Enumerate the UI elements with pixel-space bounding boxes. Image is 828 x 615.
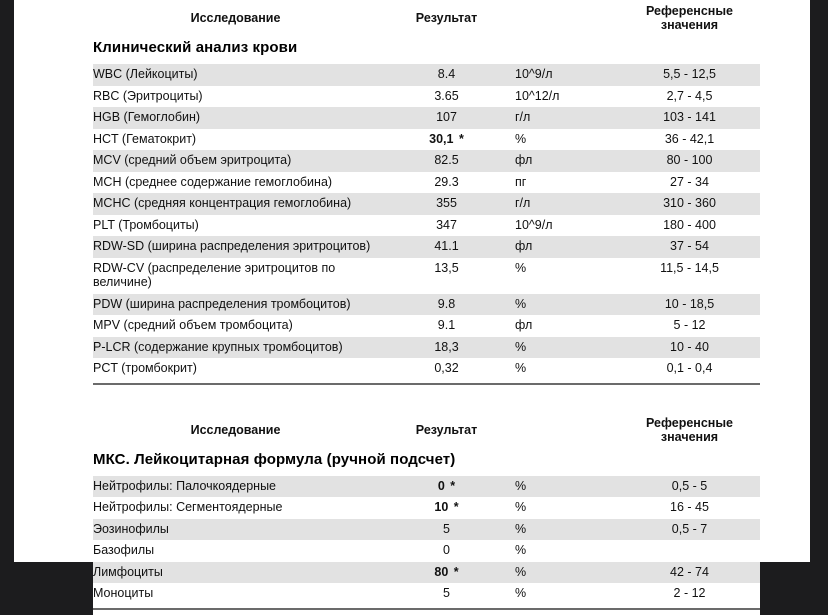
result-unit: %	[515, 497, 619, 519]
reference-range: 36 - 42,1	[619, 129, 760, 151]
reference-range: 16 - 45	[619, 497, 760, 519]
column-header-result: Результат	[378, 412, 515, 449]
analyte-name: P-LCR (содержание крупных тромбоцитов)	[93, 337, 378, 359]
analyte-name: Нейтрофилы: Палочкоядерные	[93, 476, 378, 498]
result-unit: г/л	[515, 193, 619, 215]
reference-range: 310 - 360	[619, 193, 760, 215]
analyte-name: PCT (тромбокрит)	[93, 358, 378, 380]
reference-range: 0,1 - 0,4	[619, 358, 760, 380]
result-unit: %	[515, 519, 619, 541]
result-value-abnormal: 0 *	[378, 476, 515, 498]
report-sections	[93, 0, 760, 615]
result-unit: 10^9/л	[515, 64, 619, 86]
table-row	[93, 358, 760, 380]
report-content	[93, 0, 760, 615]
reference-range	[619, 540, 760, 562]
result-unit: %	[515, 258, 619, 294]
column-header-name: Исследование	[93, 412, 378, 449]
reference-range: 27 - 34	[619, 172, 760, 194]
table-row	[93, 562, 760, 584]
table-bottom-rule	[93, 605, 760, 615]
result-unit: %	[515, 583, 619, 605]
table-header-row	[93, 0, 760, 37]
table-row	[93, 337, 760, 359]
result-unit: фл	[515, 236, 619, 258]
lab-report-page	[14, 0, 810, 600]
analyte-name: PLT (Тромбоциты)	[93, 215, 378, 237]
section-title: МКС. Лейкоцитарная формула (ручной подсчет)	[93, 450, 456, 468]
table-row	[93, 294, 760, 316]
result-value-abnormal: 80 *	[378, 562, 515, 584]
result-unit: фл	[515, 150, 619, 172]
reference-range: 0,5 - 5	[619, 476, 760, 498]
reference-range: 37 - 54	[619, 236, 760, 258]
analyte-name: Базофилы	[93, 540, 378, 562]
analyte-name: MPV (средний объем тромбоцита)	[93, 315, 378, 337]
table-row	[93, 215, 760, 237]
result-value: 9.8	[378, 294, 515, 316]
section-title: Клинический анализ крови	[93, 39, 298, 56]
analyte-name: Эозинофилы	[93, 519, 378, 541]
result-value: 8.4	[378, 64, 515, 86]
result-unit: г/л	[515, 107, 619, 129]
result-value: 9.1	[378, 315, 515, 337]
analyte-name: MCHC (средняя концентрация гемоглобина)	[93, 193, 378, 215]
result-unit: %	[515, 358, 619, 380]
result-value: 107	[378, 107, 515, 129]
analyte-name: MCH (среднее содержание гемоглобина)	[93, 172, 378, 194]
result-unit: %	[515, 294, 619, 316]
result-value: 82.5	[378, 150, 515, 172]
table-row	[93, 86, 760, 108]
analyte-name: MCV (средний объем эритроцита)	[93, 150, 378, 172]
table-row	[93, 476, 760, 498]
result-unit: %	[515, 129, 619, 151]
table-row	[93, 540, 760, 562]
section-title-row	[93, 37, 760, 64]
analyte-name: RDW-CV (распределение эритроцитов по величине)	[93, 258, 378, 294]
analyte-name: PDW (ширина распределения тромбоцитов)	[93, 294, 378, 316]
result-unit: 10^9/л	[515, 215, 619, 237]
column-header-reference: Референсные значения	[619, 412, 760, 449]
abnormal-flag-marker: *	[455, 131, 464, 146]
result-value: 0	[378, 540, 515, 562]
reference-range: 10 - 40	[619, 337, 760, 359]
analyte-name: RBC (Эритроциты)	[93, 86, 378, 108]
analyte-name: RDW-SD (ширина распределения эритроцитов)	[93, 236, 378, 258]
reference-range: 10 - 18,5	[619, 294, 760, 316]
table-row	[93, 519, 760, 541]
column-header-result: Результат	[378, 0, 515, 37]
result-unit: %	[515, 476, 619, 498]
table-row	[93, 497, 760, 519]
result-value-abnormal: 10 *	[378, 497, 515, 519]
reference-range: 2,7 - 4,5	[619, 86, 760, 108]
reference-range: 5 - 12	[619, 315, 760, 337]
result-value: 29.3	[378, 172, 515, 194]
reference-range: 42 - 74	[619, 562, 760, 584]
analyte-name: Моноциты	[93, 583, 378, 605]
table-row	[93, 129, 760, 151]
analyte-name: HCT (Гематокрит)	[93, 129, 378, 151]
column-header-unit	[515, 0, 619, 37]
reference-range: 5,5 - 12,5	[619, 64, 760, 86]
column-header-reference: Референсные значения	[619, 0, 760, 37]
column-header-unit	[515, 412, 619, 449]
table-row	[93, 193, 760, 215]
results-table	[93, 412, 760, 615]
table-row	[93, 236, 760, 258]
reference-range: 11,5 - 14,5	[619, 258, 760, 294]
table-bottom-rule	[93, 380, 760, 390]
table-row	[93, 64, 760, 86]
abnormal-flag-marker: *	[446, 478, 456, 493]
abnormal-flag-marker: *	[450, 564, 459, 579]
result-unit: %	[515, 562, 619, 584]
result-value: 5	[378, 583, 515, 605]
result-value: 5	[378, 519, 515, 541]
reference-range: 2 - 12	[619, 583, 760, 605]
table-row	[93, 172, 760, 194]
result-unit: %	[515, 540, 619, 562]
result-unit: фл	[515, 315, 619, 337]
abnormal-flag-marker: *	[450, 500, 459, 514]
result-value: 3.65	[378, 86, 515, 108]
reference-range: 80 - 100	[619, 150, 760, 172]
reference-range: 103 - 141	[619, 107, 760, 129]
analyte-name: Нейтрофилы: Сегментоядерные	[93, 497, 378, 519]
table-row	[93, 258, 760, 294]
section-spacer	[93, 390, 760, 412]
analyte-name: HGB (Гемоглобин)	[93, 107, 378, 129]
result-value: 18,3	[378, 337, 515, 359]
result-unit: 10^12/л	[515, 86, 619, 108]
result-value: 41.1	[378, 236, 515, 258]
result-value: 13,5	[378, 258, 515, 294]
table-row	[93, 315, 760, 337]
result-value: 347	[378, 215, 515, 237]
table-header-row	[93, 412, 760, 449]
result-value: 0,32	[378, 358, 515, 380]
analyte-name: WBC (Лейкоциты)	[93, 64, 378, 86]
table-row	[93, 107, 760, 129]
results-table	[93, 0, 760, 390]
table-row	[93, 150, 760, 172]
analyte-name: Лимфоциты	[93, 562, 378, 584]
result-value: 355	[378, 193, 515, 215]
result-unit: пг	[515, 172, 619, 194]
table-row	[93, 583, 760, 605]
reference-range: 180 - 400	[619, 215, 760, 237]
result-unit: %	[515, 337, 619, 359]
section-title-row	[93, 449, 760, 476]
reference-range: 0,5 - 7	[619, 519, 760, 541]
result-value-abnormal: 30,1 *	[378, 129, 515, 151]
column-header-name: Исследование	[93, 0, 378, 37]
